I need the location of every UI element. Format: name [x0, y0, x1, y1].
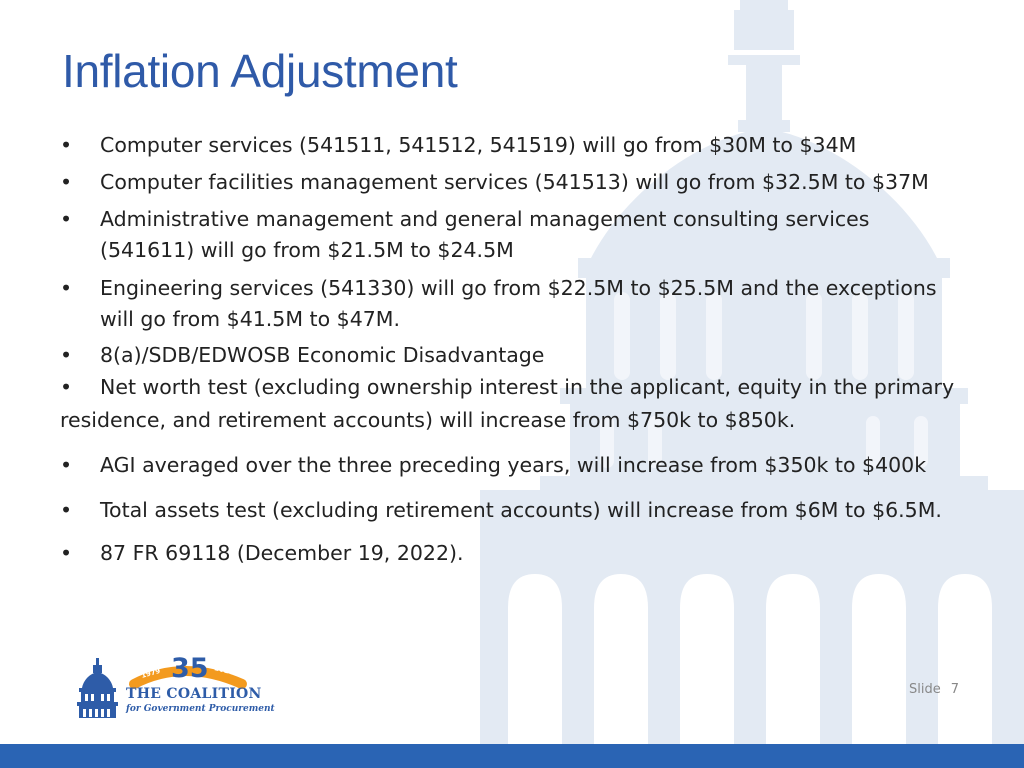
- bullet-item: [60, 130, 960, 161]
- bullet-item: [60, 450, 960, 481]
- bullet-item: [60, 167, 960, 198]
- bullet-text: Net worth test (excluding ownership interest in the applicant, equity in the primary residence, and retirement accounts) will increase from $750k to $850k.: [60, 375, 955, 432]
- bullet-marker: •: [60, 207, 73, 231]
- logo-year-start: 1979: [140, 666, 162, 680]
- bullet-text: Computer services (541511, 541512, 541519) will go from $30M to $34M: [100, 133, 857, 157]
- bullet-item: [60, 538, 960, 569]
- bullet-item: [60, 494, 960, 527]
- bullet-marker: •: [60, 541, 73, 565]
- bullet-marker: •: [60, 170, 73, 194]
- bullet-item: [60, 273, 960, 335]
- bullet-marker: •: [60, 453, 73, 477]
- bullet-marker: •: [60, 343, 73, 367]
- slide-label: Slide: [909, 682, 941, 697]
- logo-name: THE COALITION: [126, 686, 262, 702]
- bullet-list: [60, 130, 960, 569]
- bullet-item: [60, 204, 960, 266]
- bullet-item: [60, 371, 960, 437]
- logo-tagline: for Government Procurement: [126, 704, 275, 714]
- slide-title: Inflation Adjustment: [62, 45, 458, 97]
- bullet-text: AGI averaged over the three preceding years, will increase from $350k to $400k: [100, 453, 927, 477]
- bullet-text: Total assets test (excluding retirement accounts) will increase from $6M to $6.5M.: [100, 498, 942, 522]
- bullet-text: 87 FR 69118 (December 19, 2022).: [100, 541, 464, 565]
- bullet-text: Administrative management and general management consulting services (541611) will go from $21.5M to $24.5M: [100, 207, 870, 262]
- logo-anniversary-number: 35: [171, 653, 209, 684]
- bullet-text: Engineering services (541330) will go from $22.5M to $25.5M and the exceptions will go from $41.5M to $47M.: [100, 276, 937, 331]
- slide-number: [909, 682, 959, 697]
- bullet-marker: •: [60, 498, 73, 522]
- logo-year-end: 2014: [213, 664, 235, 677]
- slide-number-value: 7: [950, 682, 960, 697]
- bottom-bar: [0, 744, 1024, 768]
- bullet-marker: •: [60, 276, 73, 300]
- bullet-marker: •: [60, 133, 73, 157]
- bullet-text: Computer facilities management services (541513) will go from $32.5M to $37M: [100, 170, 929, 194]
- bullet-text: 8(a)/SDB/EDWOSB Economic Disadvantage: [100, 343, 545, 367]
- bullet-marker: •: [60, 375, 73, 399]
- bullet-item: [60, 340, 960, 371]
- coalition-logo: [74, 650, 274, 720]
